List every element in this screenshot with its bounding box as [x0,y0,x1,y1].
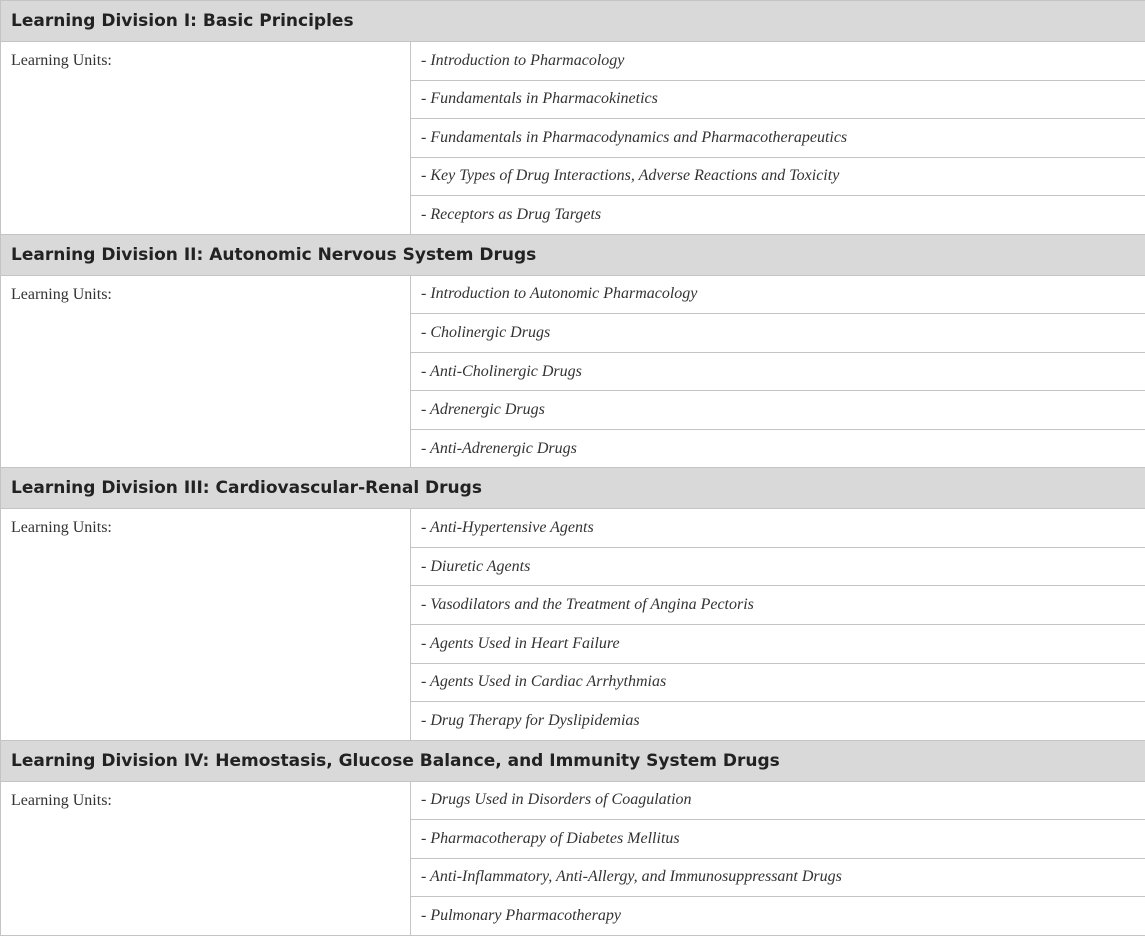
unit-row [1,42,1145,81]
learning-unit: - Pulmonary Pharmacotherapy [411,897,1145,936]
division-title: Learning Division IV: Hemostasis, Glucose Balance, and Immunity System Drugs [1,740,1145,781]
unit-row [1,275,1145,314]
unit-row [1,781,1145,820]
division-header-row [1,740,1145,781]
learning-unit: - Drug Therapy for Dyslipidemias [411,702,1145,741]
learning-unit: - Key Types of Drug Interactions, Adverse Reactions and Toxicity [411,157,1145,196]
learning-unit: - Introduction to Autonomic Pharmacology [411,275,1145,314]
learning-unit: - Anti-Adrenergic Drugs [411,429,1145,468]
division-header-row [1,468,1145,509]
learning-unit: - Receptors as Drug Targets [411,196,1145,235]
learning-unit: - Vasodilators and the Treatment of Angina Pectoris [411,586,1145,625]
learning-units-label: Learning Units: [1,275,411,468]
learning-units-label: Learning Units: [1,509,411,740]
table-body [1,1,1145,936]
learning-unit: - Agents Used in Cardiac Arrhythmias [411,663,1145,702]
learning-units-label: Learning Units: [1,42,411,235]
learning-units-label: Learning Units: [1,781,411,935]
learning-unit: - Anti-Cholinergic Drugs [411,352,1145,391]
learning-unit: - Diuretic Agents [411,547,1145,586]
division-title: Learning Division II: Autonomic Nervous System Drugs [1,234,1145,275]
learning-unit: - Agents Used in Heart Failure [411,625,1145,664]
learning-unit: - Fundamentals in Pharmacokinetics [411,80,1145,119]
learning-unit: - Adrenergic Drugs [411,391,1145,430]
division-title: Learning Division I: Basic Principles [1,1,1145,42]
learning-unit: - Introduction to Pharmacology [411,42,1145,81]
learning-unit: - Anti-Inflammatory, Anti-Allergy, and Immunosuppressant Drugs [411,858,1145,897]
learning-unit: - Anti-Hypertensive Agents [411,509,1145,548]
learning-unit: - Drugs Used in Disorders of Coagulation [411,781,1145,820]
division-header-row [1,234,1145,275]
unit-row [1,509,1145,548]
division-header-row [1,1,1145,42]
division-title: Learning Division III: Cardiovascular-Renal Drugs [1,468,1145,509]
learning-unit: - Cholinergic Drugs [411,314,1145,353]
learning-unit: - Fundamentals in Pharmacodynamics and Pharmacotherapeutics [411,119,1145,158]
learning-unit: - Pharmacotherapy of Diabetes Mellitus [411,820,1145,859]
